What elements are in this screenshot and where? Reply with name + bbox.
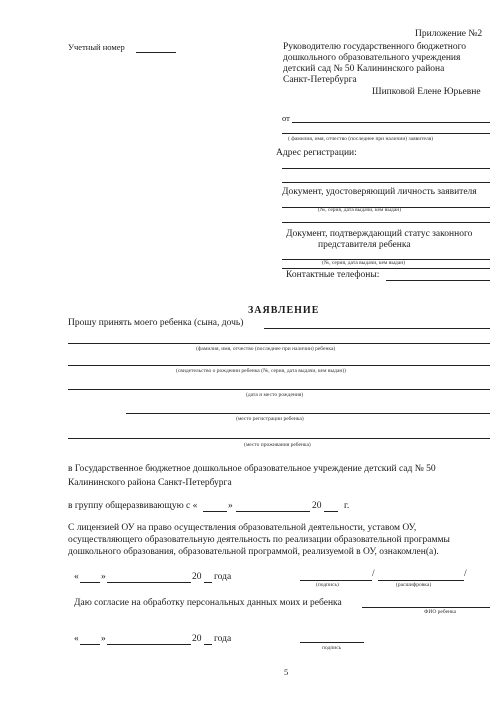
rep-document-field-2[interactable] (282, 268, 490, 269)
address-label: Адрес регистрации: (276, 148, 357, 158)
rep-document-caption: (№, серия, дата выдачи, кем выдан) (322, 260, 406, 266)
registration-number-field[interactable] (136, 52, 176, 53)
sign-day-field[interactable] (80, 582, 100, 583)
rep-document-label-2: представителя ребенка (318, 240, 411, 250)
registration-number-label: Учетный номер (68, 42, 125, 52)
consent-child-caption: ФИО ребенка (424, 609, 456, 615)
document-title: ЗАЯВЛЕНИЕ (248, 305, 320, 316)
slash-end: / (464, 569, 467, 579)
group-year-suffix: г. (344, 501, 350, 511)
sign-year-field[interactable] (204, 582, 212, 583)
consent-month-field[interactable] (107, 644, 191, 645)
address-field-2[interactable] (282, 182, 490, 183)
applicant-name-field-2[interactable] (282, 133, 490, 134)
birth-certificate-caption: (свидетельство о рождении ребенка (№, серия, дата выдачи, кем выдан)) (176, 368, 346, 374)
slash: / (372, 569, 375, 579)
phones-label: Контактные телефоны: (286, 270, 380, 280)
signature-caption: (подпись) (316, 582, 339, 588)
institution-line-1: в Государственное бюджетное дошкольное образовательное учреждение детский сад № 50 (68, 464, 436, 474)
date-open-2: « (74, 634, 79, 644)
signature-field[interactable] (300, 580, 372, 581)
birth-certificate-field[interactable] (68, 365, 490, 366)
group-mid: » (228, 501, 233, 511)
birth-info-caption: (дата и место рождения) (246, 392, 304, 398)
date-close: » (101, 572, 106, 582)
date-open: « (74, 572, 79, 582)
applicant-name-field[interactable] (292, 122, 490, 123)
addressee-line: Руководителю государственного бюджетного (283, 42, 467, 52)
appendix-label: Приложение №2 (415, 29, 483, 39)
license-line: осуществляющего образовательную деятельность по реализации образовательной программы (68, 535, 450, 545)
group-month-field[interactable] (236, 511, 310, 512)
head-name: Шипковой Елене Юрьевне (372, 87, 481, 97)
residence-field[interactable] (126, 413, 490, 414)
child-field-inline[interactable] (264, 328, 490, 329)
child-name-caption: (фамилия, имя, отчество (последнее при наличии) ребенка) (196, 346, 336, 352)
consent-year-label: 20 (192, 634, 202, 644)
group-day-field[interactable] (203, 511, 227, 512)
actual-residence-field[interactable] (68, 438, 490, 439)
id-document-caption: (№, серия, дата выдачи, кем выдан) (318, 207, 402, 213)
license-line: С лицензией ОУ на право осуществления образовательной деятельности, уставом ОУ, (68, 523, 417, 533)
request-text: Прошу принять моего ребенка (сына, дочь) (68, 318, 244, 328)
child-name-field[interactable] (68, 343, 490, 344)
date-close-2: » (101, 634, 106, 644)
from-label: от (282, 113, 290, 123)
decode-caption: (расшифровка) (396, 582, 432, 588)
addressee-line: детский сад № 50 Калининского района (283, 64, 445, 74)
group-prefix: в группу общеразвивающую с « (68, 501, 198, 511)
sign-year-word: года (214, 572, 232, 582)
actual-residence-caption: (место проживания ребенка) (244, 442, 311, 448)
addressee-block (283, 42, 466, 86)
consent-year-word: года (214, 634, 232, 644)
consent-text: Даю согласие на обработку персональных данных моих и ребенка (74, 598, 342, 608)
addressee-line: Санкт-Петербурга (283, 75, 357, 85)
rep-document-label-1: Документ, подтверждающий статус законного (286, 229, 473, 239)
group-year-prefix: 20 (312, 501, 322, 511)
consent-signature-caption: подпись (322, 645, 342, 651)
id-document-label: Документ, удостоверяющий личность заявителя (282, 187, 477, 197)
license-line: дошкольного образования, образовательной программой, реализуемой в ОУ, ознакомлен(а). (68, 547, 439, 557)
consent-year-field[interactable] (204, 644, 212, 645)
address-field[interactable] (282, 168, 490, 169)
residence-caption: (место регистрации ребенка) (236, 416, 304, 422)
sign-year-label: 20 (192, 572, 202, 582)
id-document-field-2[interactable] (282, 222, 490, 223)
consent-day-field[interactable] (80, 644, 100, 645)
birth-info-field[interactable] (68, 389, 490, 390)
page-number: 5 (284, 667, 289, 677)
addressee-line: дошкольного образовательного учреждения (283, 53, 461, 63)
sign-month-field[interactable] (107, 582, 191, 583)
institution-line-2: Калининского района Санкт-Петербурга (68, 478, 232, 488)
license-paragraph (68, 522, 450, 558)
consent-signature-field[interactable] (300, 642, 364, 643)
phones-field[interactable] (386, 280, 490, 281)
consent-child-field[interactable] (362, 607, 490, 608)
applicant-name-caption: ( фамилия, имя, отчество (последнее при наличии) заявителя) (288, 136, 434, 142)
group-year-field[interactable] (324, 511, 338, 512)
decode-field[interactable] (378, 580, 464, 581)
